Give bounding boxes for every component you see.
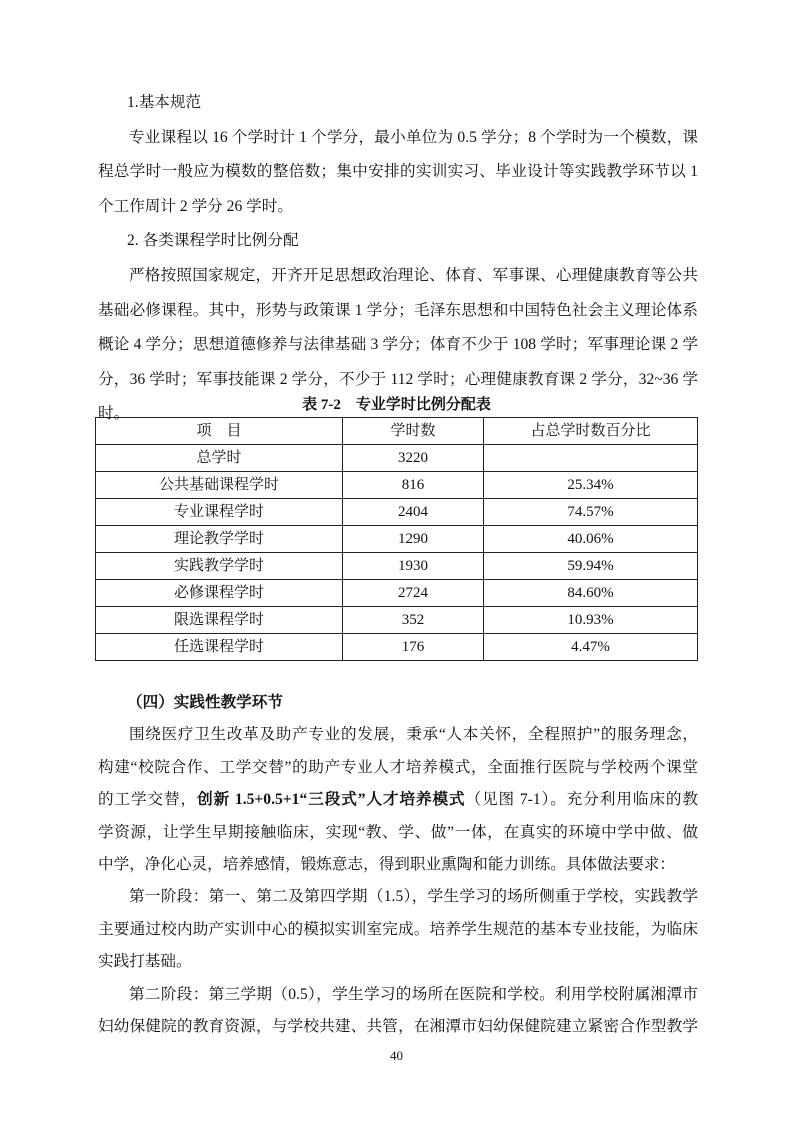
table-cell: 59.94% [484,553,698,580]
table-cell: 84.60% [484,580,698,607]
table-cell: 总学时 [96,445,343,472]
text-segment: 第二阶段：第三学期（0.5），学生学习的场所在医院和学校。利用学校附属湘潭市 [129,985,698,1003]
section-heading: 1.基本规范 [127,94,202,111]
table-cell: 公共基础课程学时 [96,472,343,499]
table-cell: 1290 [343,526,484,553]
column-header: 项 目 [96,418,343,445]
table-cell: 352 [343,607,484,634]
table-cell: 816 [343,472,484,499]
table-cell: 3220 [343,445,484,472]
table-row [96,526,698,553]
section-heading [127,692,283,714]
table-cell: 25.34% [484,472,698,499]
text-segment: 围绕医疗卫生改革及助产专业的发展，秉承“人本关怀，全程照护”的服务理念， [129,726,698,744]
table-row [96,499,698,526]
text-line [98,919,698,941]
text-line [129,724,698,746]
table-cell: 2404 [343,499,484,526]
table-cell: 理论教学学时 [96,526,343,553]
text-segment: 妇幼保健院的教育资源，与学校共建、共管，在湘潭市妇幼保健院建立紧密合作型教学 [98,1018,698,1035]
text-line: 时。 [98,405,130,423]
table-row [96,634,698,661]
table-header-row [96,418,698,445]
text-line [129,984,698,1006]
text-segment: 学资源，让学生早期接触临床，实现“教、学、做”一体，在真实的环境中学中做、做 [98,823,698,841]
table-cell: 专业课程学时 [96,499,343,526]
table-cell: 任选课程学时 [96,634,343,661]
text-line: 基础必修课程。其中，形势与政策课 1 学分；毛泽东思想和中国特色社会主义理论体系 [98,301,698,319]
table-cell: 实践教学学时 [96,553,343,580]
text-segment: 构建“校院合作、工学交替”的助产专业人才培养模式，全面推行医院与学校两个课堂 [98,758,698,776]
column-header: 占总学时数百分比 [484,418,698,445]
page-number: 40 [390,1048,403,1063]
section-heading: 2. 各类课程学时比例分配 [127,232,299,250]
text-line: 个工作周计 2 学分 26 学时。 [98,197,293,215]
table-row [96,553,698,580]
table-row [96,472,698,499]
text-line: 专业课程以 16 个学时计 1 个学分，最小单位为 0.5 学分；8 个学时为一个模数，课 [129,128,698,146]
text-segment: 中学，净化心灵，培养感情，锻炼意志，得到职业熏陶和能力训练。具体做法要求： [98,856,675,873]
table-cell: 4.47% [484,634,698,661]
emphasis-text: （四）实践性教学环节 [127,694,283,711]
table-cell: 10.93% [484,607,698,634]
text-line [98,951,698,973]
text-segment: （见图 7-1）。充分利用临床的教 [465,791,698,809]
text-segment: 实践打基础。 [98,953,192,971]
table-cell: 2724 [343,580,484,607]
text-line [98,822,698,844]
table-cell: 1930 [343,553,484,580]
table-cell: 176 [343,634,484,661]
text-line [98,757,698,779]
text-line: 分，36 学时；军事技能课 2 学分，不少于 112 学时；心理健康教育课 2 学分，32~36 学 [98,370,698,388]
column-header: 学时数 [343,418,484,445]
text-line [98,1016,698,1038]
text-line [98,789,698,811]
text-segment: 主要通过校内助产实训中心的模拟实训室完成。培养学生规范的基本专业技能，为临床 [98,920,698,938]
text-line: 程总学时一般应为模数的整倍数；集中安排的实训实习、毕业设计等实践教学环节以 1 [98,163,698,181]
text-line: 概论 4 学分；思想道德修养与法律基础 3 学分；体育不少于 108 学时；军事理论课 2 学 [98,336,698,354]
table-cell: 40.06% [484,526,698,553]
text-segment: 第一阶段：第一、第二及第四学期（1.5），学生学习的场所侧重于学校，实践教学 [129,888,698,906]
text-segment: 的工学交替， [98,791,198,809]
emphasis-text: 创新 1.5+0.5+1“三段式”人才培养模式 [197,791,466,809]
table-row [96,607,698,634]
text-line: 严格按照国家规定，开齐开足思想政治理论、体育、军事课、心理健康教育等公共 [129,267,698,284]
hours-ratio-table [95,417,698,661]
text-line [129,886,698,908]
table-caption: 表 7-2 专业学时比例分配表 [302,397,491,413]
text-line [98,854,698,876]
table-cell: 限选课程学时 [96,607,343,634]
table-row [96,445,698,472]
table-cell: 必修课程学时 [96,580,343,607]
table-cell: 74.57% [484,499,698,526]
table-cell [484,445,698,472]
table-row [96,580,698,607]
